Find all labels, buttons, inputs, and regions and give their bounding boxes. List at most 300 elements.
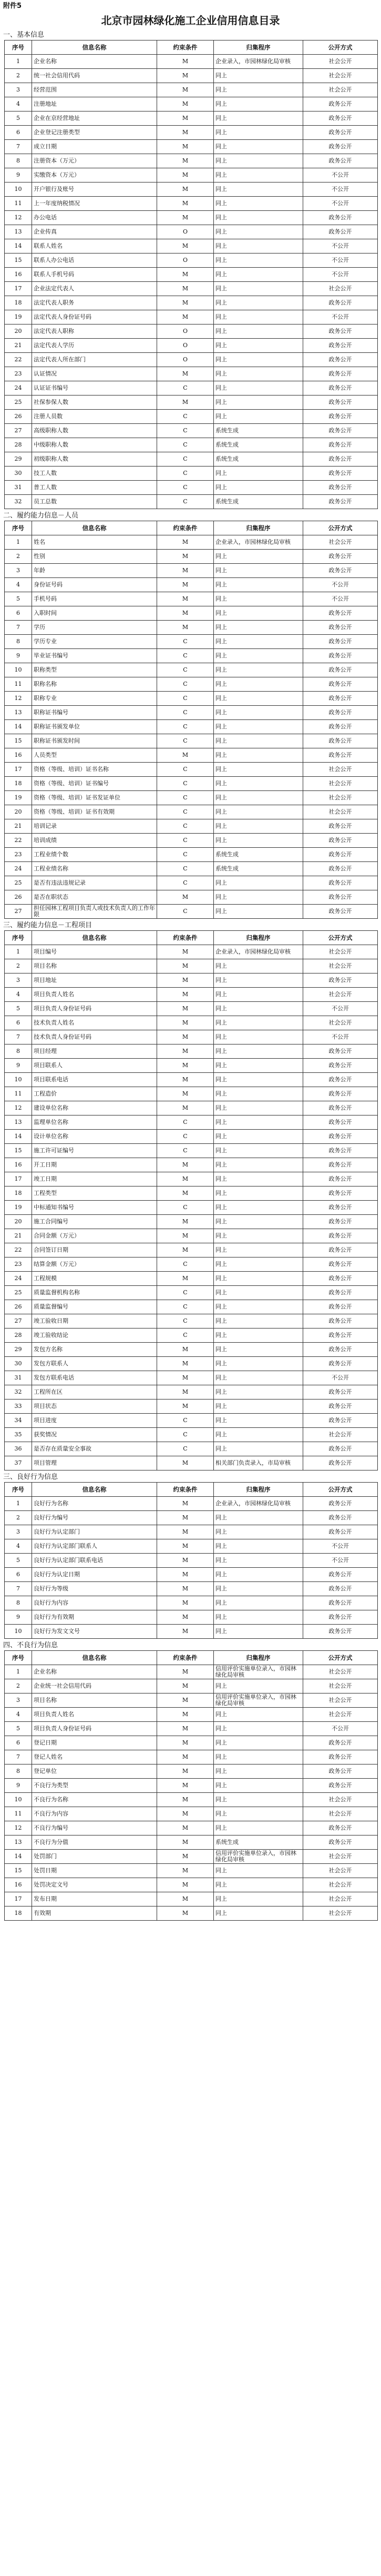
cell-submit: 同上	[214, 1272, 303, 1286]
cell-no: 23	[5, 1257, 32, 1272]
cell-submit: 同上	[214, 1257, 303, 1272]
cell-public: 政务公开	[303, 621, 378, 635]
cell-name: 竣工验收结论	[32, 1328, 157, 1343]
cell-no: 8	[5, 1596, 32, 1610]
cell-constraint: M	[157, 1835, 214, 1850]
cell-constraint: M	[157, 1693, 214, 1708]
table-row	[5, 1016, 378, 1030]
cell-public: 社会公开	[303, 282, 378, 296]
cell-submit: 同上	[214, 1736, 303, 1750]
cell-public: 社会公开	[303, 763, 378, 777]
cell-public: 政务公开	[303, 1385, 378, 1399]
table-row	[5, 1750, 378, 1764]
cell-constraint: M	[157, 606, 214, 621]
cell-no: 12	[5, 1101, 32, 1115]
table-row	[5, 720, 378, 734]
cell-submit: 同上	[214, 1610, 303, 1625]
table-row	[5, 1736, 378, 1750]
cell-constraint: C	[157, 677, 214, 692]
cell-public: 不公开	[303, 253, 378, 268]
table-row	[5, 83, 378, 97]
cell-public: 政务公开	[303, 1286, 378, 1300]
table-row	[5, 69, 378, 83]
cell-constraint: C	[157, 466, 214, 481]
cell-no: 7	[5, 140, 32, 154]
cell-public: 社会公开	[303, 1793, 378, 1807]
cell-constraint: M	[157, 1568, 214, 1582]
cell-public: 不公开	[303, 239, 378, 253]
cell-submit: 同上	[214, 1878, 303, 1892]
cell-constraint: M	[157, 1343, 214, 1357]
table-row	[5, 1059, 378, 1073]
cell-constraint: M	[157, 1892, 214, 1906]
cell-submit: 同上	[214, 1314, 303, 1328]
table-row	[5, 452, 378, 466]
cell-name: 处罚决定文号	[32, 1878, 157, 1892]
cell-name: 良好行为编号	[32, 1511, 157, 1525]
cell-name: 项目进度	[32, 1414, 157, 1428]
column-header-public: 公开方式	[303, 1483, 378, 1497]
table-row	[5, 876, 378, 890]
cell-submit: 同上	[214, 1750, 303, 1764]
table-row	[5, 324, 378, 339]
cell-no: 9	[5, 649, 32, 663]
cell-public: 不公开	[303, 592, 378, 606]
cell-constraint: C	[157, 819, 214, 834]
cell-constraint: C	[157, 1442, 214, 1456]
cell-submit: 同上	[214, 663, 303, 677]
attachment-label: 附件5	[3, 2, 22, 10]
table-row	[5, 296, 378, 310]
cell-no: 22	[5, 353, 32, 367]
table-row	[5, 763, 378, 777]
cell-no: 8	[5, 1044, 32, 1059]
cell-submit: 同上	[214, 1158, 303, 1172]
cell-public: 政务公开	[303, 564, 378, 578]
cell-submit: 同上	[214, 296, 303, 310]
cell-no: 9	[5, 168, 32, 182]
cell-submit: 同上	[214, 1172, 303, 1186]
cell-constraint: M	[157, 1582, 214, 1596]
section-title: 三、良好行为信息	[3, 1473, 58, 1481]
cell-name: 良好行为有效期	[32, 1610, 157, 1625]
cell-no: 1	[5, 535, 32, 550]
cell-no: 8	[5, 154, 32, 168]
cell-constraint: C	[157, 649, 214, 663]
table-row	[5, 1201, 378, 1215]
cell-constraint: M	[157, 1665, 214, 1679]
cell-constraint: M	[157, 1215, 214, 1229]
cell-public: 不公开	[303, 1371, 378, 1385]
section	[0, 28, 381, 509]
table-row	[5, 1539, 378, 1554]
cell-constraint: C	[157, 1201, 214, 1215]
cell-submit: 系统生成	[214, 848, 303, 862]
info-table	[4, 1482, 378, 1639]
cell-name: 发包方名称	[32, 1343, 157, 1357]
cell-constraint: C	[157, 495, 214, 509]
cell-no: 4	[5, 97, 32, 111]
table-row	[5, 862, 378, 876]
cell-constraint: M	[157, 1864, 214, 1878]
cell-public: 政务公开	[303, 1625, 378, 1639]
cell-no: 1	[5, 55, 32, 69]
table-row	[5, 182, 378, 197]
cell-submit: 同上	[214, 1371, 303, 1385]
cell-name: 不良行为分值	[32, 1835, 157, 1850]
cell-public: 社会公开	[303, 69, 378, 83]
cell-public: 政务公开	[303, 1596, 378, 1610]
table-header-row	[5, 931, 378, 945]
cell-name: 有效期	[32, 1906, 157, 1921]
cell-public: 政务公开	[303, 324, 378, 339]
table-row	[5, 578, 378, 592]
cell-submit: 同上	[214, 69, 303, 83]
cell-constraint: M	[157, 1736, 214, 1750]
cell-name: 企业传真	[32, 225, 157, 239]
cell-submit: 同上	[214, 154, 303, 168]
cell-public: 政务公开	[303, 1186, 378, 1201]
cell-submit: 同上	[214, 1722, 303, 1736]
cell-name: 职称名称	[32, 677, 157, 692]
cell-name: 企业名称	[32, 55, 157, 69]
cell-constraint: M	[157, 1016, 214, 1030]
cell-submit: 同上	[214, 1399, 303, 1414]
cell-no: 13	[5, 1115, 32, 1130]
table-row	[5, 973, 378, 988]
cell-no: 21	[5, 1229, 32, 1243]
table-row	[5, 1002, 378, 1016]
cell-constraint: C	[157, 1414, 214, 1428]
cell-public: 社会公开	[303, 777, 378, 791]
cell-public: 政务公开	[303, 424, 378, 438]
table-row	[5, 706, 378, 720]
cell-submit: 同上	[214, 1059, 303, 1073]
cell-name: 职称类型	[32, 663, 157, 677]
table-row	[5, 692, 378, 706]
cell-constraint: M	[157, 1793, 214, 1807]
cell-public: 不公开	[303, 1554, 378, 1568]
table-row	[5, 1130, 378, 1144]
cell-no: 6	[5, 606, 32, 621]
column-header-no: 序号	[5, 40, 32, 55]
cell-name: 项目负责人姓名	[32, 1708, 157, 1722]
cell-name: 职称证书颁发单位	[32, 720, 157, 734]
table-row	[5, 1835, 378, 1850]
cell-name: 良好行为认定日期	[32, 1568, 157, 1582]
cell-submit: 同上	[214, 1186, 303, 1201]
cell-constraint: M	[157, 578, 214, 592]
cell-constraint: O	[157, 339, 214, 353]
cell-public: 社会公开	[303, 83, 378, 97]
table-row	[5, 239, 378, 253]
cell-no: 4	[5, 988, 32, 1002]
cell-public: 政务公开	[303, 1272, 378, 1286]
cell-public: 政务公开	[303, 1215, 378, 1229]
section-title: 一、基本信息	[3, 31, 45, 39]
cell-constraint: M	[157, 239, 214, 253]
cell-name: 质量监督编号	[32, 1300, 157, 1314]
cell-no: 30	[5, 1357, 32, 1371]
cell-no: 6	[5, 126, 32, 140]
cell-public: 政务公开	[303, 550, 378, 564]
cell-name: 合同金额（万元）	[32, 1229, 157, 1243]
table-row	[5, 1764, 378, 1779]
table-row	[5, 1442, 378, 1456]
cell-no: 25	[5, 1286, 32, 1300]
cell-no: 1	[5, 1497, 32, 1511]
cell-constraint: C	[157, 438, 214, 452]
cell-name: 职称专业	[32, 692, 157, 706]
cell-public: 政务公开	[303, 649, 378, 663]
cell-constraint: M	[157, 1821, 214, 1835]
column-header-name: 信息名称	[32, 1651, 157, 1665]
cell-constraint: M	[157, 959, 214, 973]
cell-submit: 同上	[214, 182, 303, 197]
cell-public: 社会公开	[303, 1892, 378, 1906]
cell-submit: 同上	[214, 466, 303, 481]
cell-submit: 信用评价实施单位录入，市园林绿化局审核	[214, 1665, 303, 1679]
cell-name: 初级职称人数	[32, 452, 157, 466]
cell-no: 17	[5, 282, 32, 296]
cell-no: 26	[5, 1300, 32, 1314]
table-row	[5, 1215, 378, 1229]
cell-name: 资格（等级、培训）证书编号	[32, 777, 157, 791]
cell-no: 5	[5, 592, 32, 606]
cell-name: 年龄	[32, 564, 157, 578]
cell-name: 发布日期	[32, 1892, 157, 1906]
cell-public: 政务公开	[303, 438, 378, 452]
table-row	[5, 535, 378, 550]
cell-public: 政务公开	[303, 1835, 378, 1850]
cell-no: 24	[5, 1272, 32, 1286]
cell-name: 普工人数	[32, 481, 157, 495]
cell-name: 项目经理	[32, 1044, 157, 1059]
cell-name: 统一社会信用代码	[32, 69, 157, 83]
cell-submit: 同上	[214, 876, 303, 890]
cell-no: 24	[5, 381, 32, 395]
table-row	[5, 905, 378, 919]
cell-constraint: C	[157, 635, 214, 649]
cell-public: 政务公开	[303, 97, 378, 111]
cell-no: 1	[5, 945, 32, 959]
cell-public: 政务公开	[303, 1229, 378, 1243]
cell-submit: 同上	[214, 1300, 303, 1314]
cell-name: 技术负责人身份证号码	[32, 1030, 157, 1044]
cell-public: 政务公开	[303, 1087, 378, 1101]
cell-submit: 同上	[214, 97, 303, 111]
cell-name: 项目状态	[32, 1399, 157, 1414]
cell-no: 7	[5, 621, 32, 635]
cell-no: 18	[5, 296, 32, 310]
cell-name: 法定代表人职务	[32, 296, 157, 310]
cell-submit: 同上	[214, 253, 303, 268]
cell-submit: 同上	[214, 959, 303, 973]
cell-submit: 同上	[214, 905, 303, 919]
cell-submit: 同上	[214, 706, 303, 720]
cell-name: 技术负责人姓名	[32, 1016, 157, 1030]
cell-no: 14	[5, 720, 32, 734]
cell-submit: 同上	[214, 1708, 303, 1722]
cell-public: 政务公开	[303, 1343, 378, 1357]
cell-constraint: M	[157, 69, 214, 83]
cell-no: 15	[5, 1144, 32, 1158]
cell-no: 16	[5, 268, 32, 282]
cell-no: 36	[5, 1442, 32, 1456]
cell-no: 17	[5, 1172, 32, 1186]
cell-name: 处罚部门	[32, 1850, 157, 1864]
cell-constraint: M	[157, 55, 214, 69]
column-header-no: 序号	[5, 931, 32, 945]
info-table	[4, 930, 378, 1470]
table-row	[5, 663, 378, 677]
cell-no: 18	[5, 1906, 32, 1921]
cell-constraint: M	[157, 1850, 214, 1864]
cell-submit: 同上	[214, 592, 303, 606]
cell-constraint: M	[157, 945, 214, 959]
cell-name: 工程类型	[32, 1186, 157, 1201]
cell-constraint: M	[157, 97, 214, 111]
table-row	[5, 1414, 378, 1428]
cell-constraint: M	[157, 1158, 214, 1172]
cell-constraint: C	[157, 805, 214, 819]
cell-name: 项目编号	[32, 945, 157, 959]
cell-public: 政务公开	[303, 819, 378, 834]
cell-constraint: C	[157, 663, 214, 677]
cell-submit: 同上	[214, 1073, 303, 1087]
cell-no: 14	[5, 1850, 32, 1864]
cell-submit: 同上	[214, 973, 303, 988]
cell-constraint: C	[157, 424, 214, 438]
table-row	[5, 945, 378, 959]
cell-public: 政务公开	[303, 1059, 378, 1073]
cell-constraint: C	[157, 1286, 214, 1300]
table-header-row	[5, 1483, 378, 1497]
cell-public: 政务公开	[303, 1610, 378, 1625]
cell-constraint: C	[157, 1257, 214, 1272]
table-row	[5, 381, 378, 395]
cell-no: 11	[5, 677, 32, 692]
cell-submit: 同上	[214, 1215, 303, 1229]
cell-public: 政务公开	[303, 339, 378, 353]
cell-constraint: M	[157, 1243, 214, 1257]
cell-constraint: M	[157, 535, 214, 550]
cell-constraint: M	[157, 1679, 214, 1693]
cell-submit: 同上	[214, 1428, 303, 1442]
column-header-constraint: 约束条件	[157, 1483, 214, 1497]
cell-public: 政务公开	[303, 296, 378, 310]
cell-no: 3	[5, 564, 32, 578]
cell-submit: 同上	[214, 805, 303, 819]
table-row	[5, 1610, 378, 1625]
cell-submit: 同上	[214, 268, 303, 282]
cell-public: 政务公开	[303, 1101, 378, 1115]
cell-no: 3	[5, 973, 32, 988]
cell-public: 社会公开	[303, 1850, 378, 1864]
cell-constraint: M	[157, 592, 214, 606]
cell-name: 企业统一社会信用代码	[32, 1679, 157, 1693]
cell-public: 政务公开	[303, 1328, 378, 1343]
cell-public: 政务公开	[303, 1414, 378, 1428]
cell-no: 25	[5, 876, 32, 890]
cell-submit: 同上	[214, 1864, 303, 1878]
table-row	[5, 1708, 378, 1722]
cell-submit: 同上	[214, 1002, 303, 1016]
table-row	[5, 367, 378, 381]
table-row	[5, 1328, 378, 1343]
cell-submit: 同上	[214, 649, 303, 663]
cell-submit: 同上	[214, 606, 303, 621]
cell-submit: 同上	[214, 1343, 303, 1357]
cell-submit: 系统生成	[214, 495, 303, 509]
cell-name: 人员类型	[32, 748, 157, 763]
cell-name: 上一年度纳税情况	[32, 197, 157, 211]
cell-constraint: M	[157, 1807, 214, 1821]
table-row	[5, 97, 378, 111]
cell-public: 政务公开	[303, 1357, 378, 1371]
cell-name: 登记人姓名	[32, 1750, 157, 1764]
table-row	[5, 1385, 378, 1399]
cell-public: 政务公开	[303, 606, 378, 621]
cell-submit: 同上	[214, 834, 303, 848]
cell-constraint: M	[157, 154, 214, 168]
cell-public: 政务公开	[303, 1158, 378, 1172]
cell-constraint: O	[157, 253, 214, 268]
cell-constraint: C	[157, 876, 214, 890]
column-header-constraint: 约束条件	[157, 931, 214, 945]
cell-name: 开户银行及账号	[32, 182, 157, 197]
cell-constraint: M	[157, 1779, 214, 1793]
cell-submit: 同上	[214, 1144, 303, 1158]
cell-name: 培训记录	[32, 819, 157, 834]
cell-constraint: M	[157, 111, 214, 126]
cell-no: 13	[5, 1835, 32, 1850]
cell-public: 政务公开	[303, 466, 378, 481]
cell-submit: 同上	[214, 748, 303, 763]
cell-constraint: O	[157, 225, 214, 239]
cell-name: 社保参保人数	[32, 395, 157, 410]
cell-submit: 系统生成	[214, 452, 303, 466]
cell-public: 不公开	[303, 1722, 378, 1736]
table-row	[5, 635, 378, 649]
cell-submit: 同上	[214, 1201, 303, 1215]
cell-public: 政务公开	[303, 1736, 378, 1750]
cell-public: 社会公开	[303, 1878, 378, 1892]
column-header-name: 信息名称	[32, 931, 157, 945]
cell-submit: 同上	[214, 126, 303, 140]
cell-public: 不公开	[303, 310, 378, 324]
cell-name: 联系人手机号码	[32, 268, 157, 282]
table-row	[5, 1257, 378, 1272]
table-row	[5, 1525, 378, 1539]
cell-no: 3	[5, 1525, 32, 1539]
cell-public: 不公开	[303, 168, 378, 182]
cell-public: 社会公开	[303, 945, 378, 959]
cell-submit: 同上	[214, 225, 303, 239]
cell-submit: 同上	[214, 239, 303, 253]
cell-public: 不公开	[303, 182, 378, 197]
cell-constraint: M	[157, 1539, 214, 1554]
cell-submit: 同上	[214, 550, 303, 564]
cell-submit: 同上	[214, 777, 303, 791]
cell-no: 2	[5, 959, 32, 973]
cell-submit: 同上	[214, 1328, 303, 1343]
table-row	[5, 1044, 378, 1059]
cell-no: 23	[5, 848, 32, 862]
column-header-constraint: 约束条件	[157, 40, 214, 55]
cell-no: 18	[5, 1186, 32, 1201]
cell-name: 实缴资本（万元）	[32, 168, 157, 182]
